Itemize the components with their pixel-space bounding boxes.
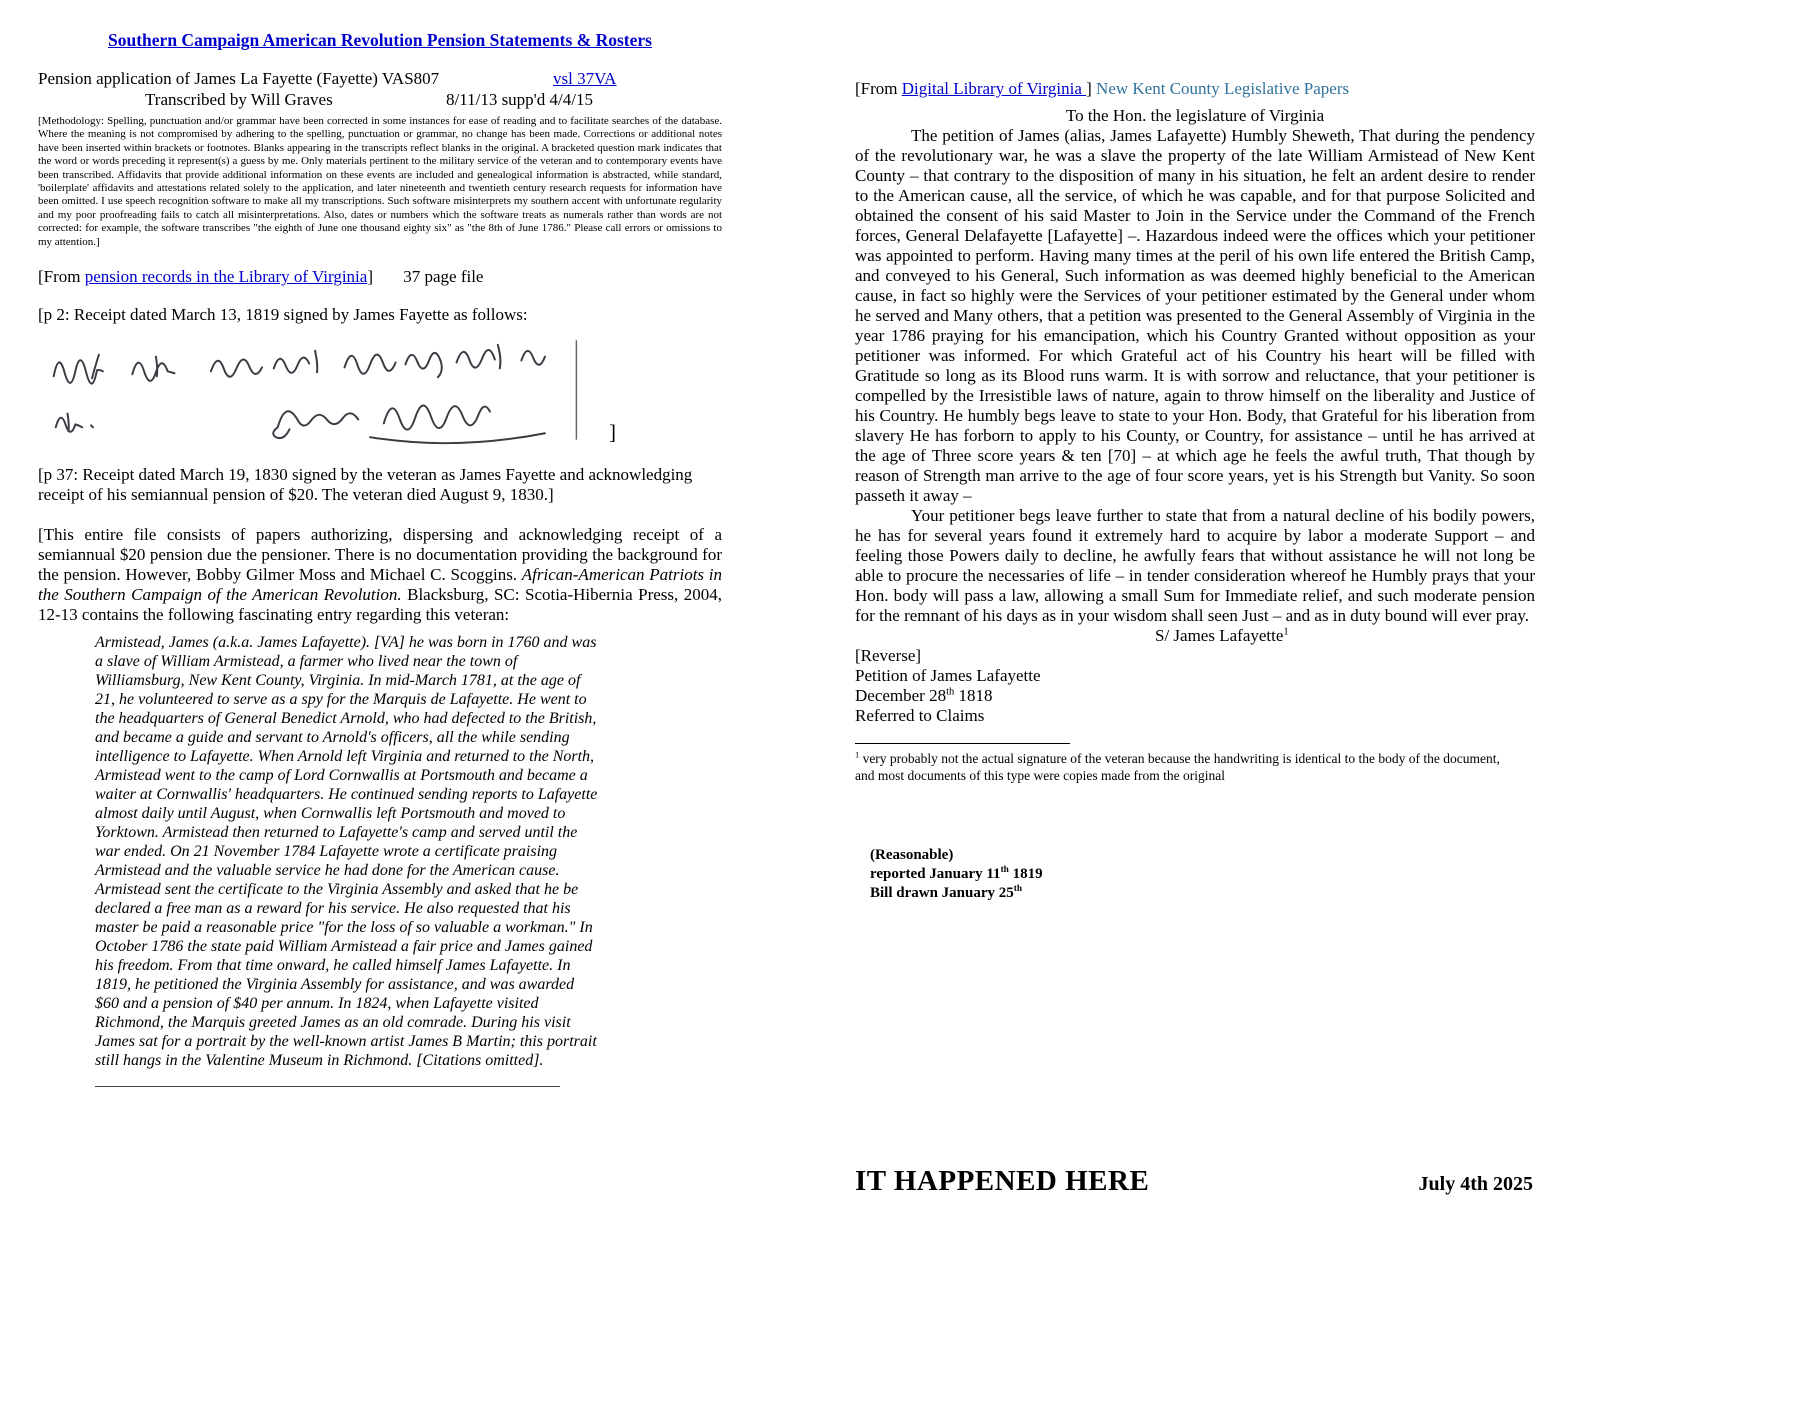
- reverse-date-line: [855, 686, 1535, 706]
- library-of-virginia-link[interactable]: pension records in the Library of Virginia: [84, 267, 368, 287]
- left-column-divider: [95, 1086, 560, 1087]
- digital-library-link[interactable]: Digital Library of Virginia: [901, 79, 1087, 98]
- footer-date-text: July 4th 2025: [1418, 1173, 1533, 1195]
- p37-receipt-note: [p 37: Receipt dated March 19, 1830 signed by the veteran as James Fayette and acknowledging receipt of his semiannual pension of $20. The veteran died August 9, 1830.]: [38, 465, 693, 505]
- receipt-image: [38, 331, 616, 451]
- application-header-line: [38, 68, 722, 89]
- receipt-close-bracket: ]: [609, 420, 616, 445]
- vsl-file-link[interactable]: vsl 37VA: [553, 69, 617, 88]
- reverse-date-pre: December 28: [855, 686, 947, 705]
- reverse-petition-line: Petition of James Lafayette: [855, 666, 1041, 685]
- right-from-suffix: ]: [1086, 79, 1097, 98]
- page-title: [38, 30, 722, 51]
- legislative-action-block: [870, 846, 1535, 903]
- bill-drawn-ordinal: th: [1013, 884, 1023, 894]
- file-summary-text-1: [This entire file consists of papers authorizing, dispersing and acknowledging receipt of a semiannual $20 pension due the pensioner. There is no documentation providing the background for the pension. However, Bobby Gilmer Moss and Michael C. Scoggins.: [38, 525, 722, 585]
- reverse-date-ordinal: th: [946, 686, 955, 698]
- footer-overlay: [855, 1165, 1533, 1198]
- from-prefix: [From: [38, 267, 85, 287]
- source-line: [38, 266, 722, 287]
- footnote-text: [855, 751, 1505, 784]
- reasonable-label: (Reasonable): [870, 847, 954, 863]
- transcriber-line: [38, 89, 722, 110]
- footer-watermark-text: IT HAPPENED HERE: [855, 1165, 1150, 1197]
- reported-post: 1819: [1008, 866, 1043, 882]
- reverse-date-post: 1818: [954, 686, 993, 705]
- methodology-note: [Methodology: Spelling, punctuation and/or grammar have been corrected in some instances for ease of reading and to facilitate searches of the database. Where the meaning is not compromised by adhering to the spelling, punctuation or grammar, no change has been made. Corrections or additional notes have been inserted within brackets or footnotes. Blanks appearing in the transcripts reflect blanks in the original. A bracketed question mark indicates that the word or words preceding it represent(s) a guess by me. Only materials pertinent to the military service of the veteran and to contemporary events have been transcribed. Affidavits that provide additional information on these events are included and genealogical information is abstracted, while standard, 'boilerplate' affidavits and attestations related solely to the application, and later nineteenth and twentieth century research requests for information have been omitted. I use speech recognition software to make all my transcriptions. Such software misinterprets my southern accent with unfortunate regularity and my poor proofreading fails to catch all misinterpretations. Also, dates or numbers which the software treats as numerals rather than words are not corrected: for example, the software transcribes "the eighth of June one thousand eighty six" as "the 8th of June 1786." Please call errors or omissions to my attention.]: [38, 115, 722, 248]
- right-source-line: [855, 78, 1535, 99]
- left-column: [38, 30, 722, 1087]
- bill-drawn-line: [870, 884, 1535, 903]
- signature-footnote-ref: 1: [1283, 626, 1289, 638]
- footnote-divider: [855, 743, 1070, 744]
- collection-name: New Kent County Legislative Papers: [1096, 79, 1350, 98]
- application-line-text: Pension application of James La Fayette (Fayette) VAS807: [38, 69, 440, 88]
- reported-line: [870, 865, 1535, 884]
- file-summary-paragraph: [38, 525, 722, 625]
- file-summary-text-2: Blacksburg, SC: Scotia-Hibernia Press, 2004, 12-13 contains the following fascinating entry regarding this veteran:: [38, 585, 722, 625]
- signature-text: S/ James Lafayette: [1155, 626, 1284, 645]
- petition-paragraph-1: The petition of James (alias, James Lafayette) Humbly Sheweth, That during the pendency of the revolutionary war, he was a slave the property of the late William Armistead of New Kent County – that contrary to the disposition of many in his situation, he felt an ardent desire to render to the American cause, all the service, of which he was capable, and for that purpose Solicited and obtained the consent of his said Master to Join in the Service under the Command of the French forces, General Delafayette [Lafayette] –. Hazardous indeed were the offices which your petitioner was appointed to perform. Having many times at the peril of his own life entered the British Camp, and conveyed to his General, Such information as was deemed highly beneficial to the American cause, in fact so highly were the Services of your petitioner estimated by the General under whom he served and Many others, that a petition was presented to the General Assembly of Virginia in the year 1786 praying for his emancipation, which his Country Granted without opposition as your petitioner was informed. For which Grateful act of his Country his heart will be filled with Gratitude so long as its Blood runs warm. It is with sorrow and reluctance, that your petitioner is compelled by the Irresistible laws of nature, again to throw himself on the liberality and Justice of his Country. He humbly begs leave to state to your Hon. Body, that Grateful for his liberation from slavery He has forborn to apply to his County, or Country, for assistance – until he has arrived at the age of Three score years & ten [70] – at which age he feels the awful truth, That though by reason of Strength man arrive to the age of four score years, yet is his Strength but Vanity. So soon passeth it away –: [855, 126, 1535, 505]
- signature-line: [855, 626, 1535, 646]
- book-title-italic: African-American Patriots in the Southern Campaign of the American Revolution.: [38, 565, 722, 605]
- reported-pre: reported January 11: [870, 866, 1001, 882]
- from-suffix: ]: [367, 267, 373, 287]
- site-title-link[interactable]: Southern Campaign American Revolution Pension Statements & Rosters: [108, 30, 652, 50]
- petition-paragraph-2: Your petitioner begs leave further to state that from a natural decline of his bodily powers, he has for several years found it extremely hard to acquire by labor a moderate Support – and feeling those Powers daily to decline, he awfully fears that without assistance he will not long be able to procure the necessaries of life – in tender consideration whereof he Humbly prays that your Hon. body will pass a law, allowing a small Sum for Immediate relief, and such moderate pension for the remnant of his days as in your wisdom shall seen Just – and as in duty bound will ever pray.: [855, 506, 1535, 625]
- right-column: [855, 78, 1535, 903]
- transcription-date-text: 8/11/13 supp'd 4/4/15: [446, 90, 593, 109]
- reported-ordinal: th: [1000, 865, 1009, 875]
- page-file-count: 37 page file: [403, 267, 484, 287]
- moss-scoggins-entry: Armistead, James (a.k.a. James Lafayette). [VA] he was born in 1760 and was a slave of William Armistead, a farmer who lived near the town of Williamsburg, New Kent County, Virginia. In mid-March 1781, at the age of 21, he volunteered to serve as a spy for the Marquis de Lafayette. He went to the headquarters of General Benedict Arnold, who had defected to the British, and became a guide and servant to Arnold's officers, all the while sending intelligence to Lafayette. When Arnold left Virginia and returned to the North, Armistead went to the camp of Lord Cornwallis at Portsmouth and became a waiter at Cornwallis' headquarters. He continued sending reports to Lafayette almost daily until August, when Cornwallis left Portsmouth and moved to Yorktown. Armistead then returned to Lafayette's camp and served until the war ended. On 21 November 1784 Lafayette wrote a certificate praising Armistead and the valuable service he had done for the American cause. Armistead sent the certificate to the Virginia Assembly and asked that he be declared a free man as a reward for his service. He also requested that his master be paid a reasonable price "for the loss of so valuable a workman." In October 1786 the state paid William Armistead a fair price and James gained his freedom. From that time onward, he called himself James Lafayette. In 1819, he petitioned the Virginia Assembly for assistance, and was awarded $60 and a pension of $40 per annum. In 1824, when Lafayette visited Richmond, the Marquis greeted James as an old comrade. During his visit James sat for a portrait by the well-known artist James B Martin; this portrait still hangs in the Valentine Museum in Richmond. [Citations omitted].: [95, 634, 598, 1070]
- bill-drawn-pre: Bill drawn January 25: [870, 885, 1014, 901]
- transcriber-text: Transcribed by Will Graves: [145, 90, 333, 109]
- right-from-prefix: [From: [855, 79, 902, 98]
- footnote-body: very probably not the actual signature of the veteran because the handwriting is identical to the body of the document, and most documents of this type were copies made from the original: [855, 751, 1500, 783]
- petition-salutation: To the Hon. the legislature of Virginia: [1065, 106, 1325, 125]
- handwriting-graphic: [38, 331, 598, 449]
- p2-receipt-caption: [p 2: Receipt dated March 13, 1819 signed by James Fayette as follows:: [38, 305, 528, 325]
- footnote-number: 1: [855, 750, 860, 760]
- reverse-label: [Reverse]: [855, 646, 922, 665]
- referred-to-claims-line: Referred to Claims: [855, 706, 985, 725]
